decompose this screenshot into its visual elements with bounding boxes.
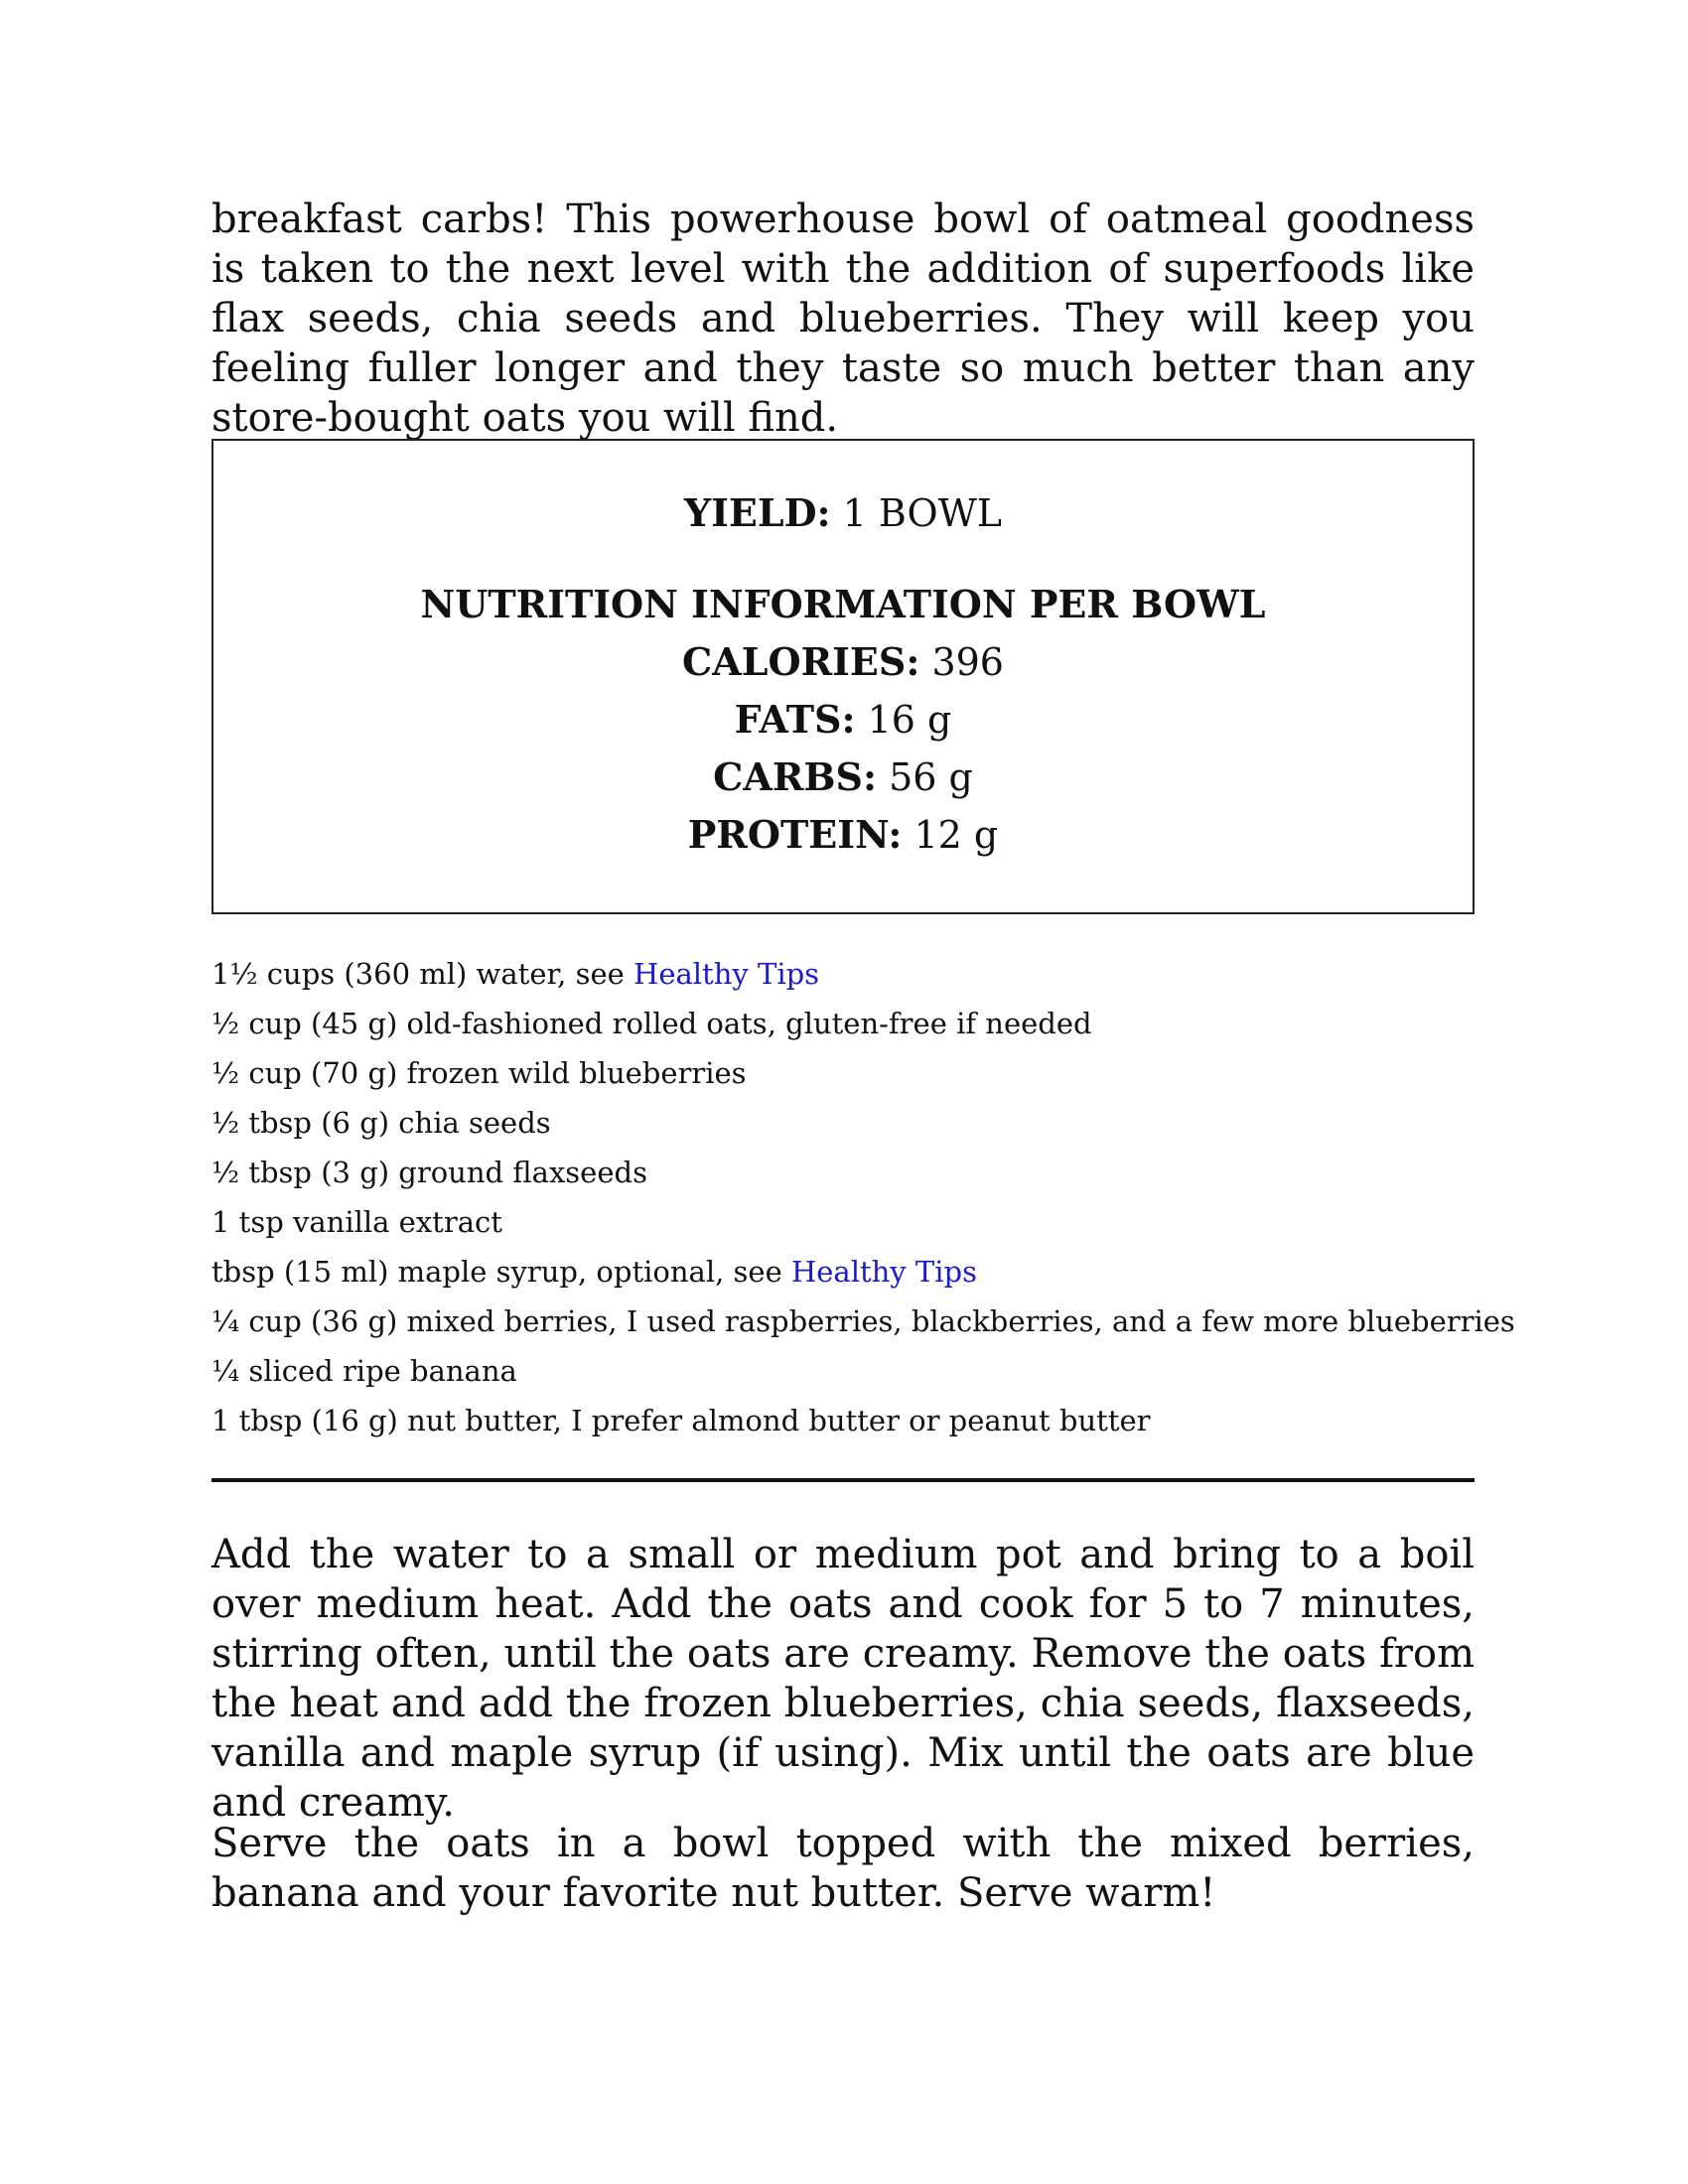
fats-label: FATS:	[734, 697, 856, 742]
intro-paragraph: breakfast carbs! This powerhouse bowl of oatmeal goodness is taken to the next level with the addition of superfoods like flax seeds, chia seeds and blueberries. They will keep you feeling fuller longer and they taste so much better than any store-bought oats you will find.	[211, 197, 1475, 441]
calories-line	[213, 637, 1473, 687]
fats-value: 16 g	[867, 698, 952, 742]
ingredient-item	[211, 1197, 1475, 1247]
ingredient-text: ¼ sliced ripe banana	[211, 1354, 517, 1388]
ingredient-list	[211, 949, 1515, 1445]
section-divider	[211, 1478, 1475, 1482]
protein-line	[213, 810, 1473, 860]
ingredient-item	[211, 1396, 1475, 1445]
ingredient-item	[211, 1098, 1475, 1148]
protein-label: PROTEIN:	[687, 812, 903, 857]
ingredient-text: ½ cup (45 g) old-fashioned rolled oats, gluten-free if needed	[211, 1007, 1092, 1040]
ingredient-item	[211, 999, 1475, 1048]
calories-label: CALORIES:	[682, 639, 920, 684]
ingredient-text: tbsp (15 ml) maple syrup, optional, see	[211, 1255, 791, 1289]
direction-paragraph: Serve the oats in a bowl topped with the mixed berries, banana and your favorite nut butter. Serve warm!	[211, 1821, 1475, 1916]
carbs-label: CARBS:	[713, 754, 878, 799]
fats-line	[213, 695, 1473, 745]
ingredient-item	[211, 1297, 1515, 1346]
direction-paragraph: Add the water to a small or medium pot and bring to a boil over medium heat. Add the oats and cook for 5 to 7 minutes, stirring often, until the oats are creamy. Remove the oats from the heat and add the frozen blueberries, chia seeds, flaxseeds, vanilla and maple syrup (if using). Mix until the oats are blue and creamy.	[211, 1532, 1475, 1826]
ingredient-text: 1½ cups (360 ml) water, see	[211, 957, 634, 991]
carbs-value: 56 g	[889, 755, 973, 799]
calories-value: 396	[931, 640, 1004, 684]
ingredient-item	[211, 1048, 1475, 1098]
ingredient-item	[211, 1346, 1475, 1396]
protein-value: 12 g	[914, 813, 999, 857]
nutrition-box	[211, 439, 1475, 914]
healthy-tips-link[interactable]: Healthy Tips	[790, 1255, 977, 1289]
ingredient-text: ¼ cup (36 g) mixed berries, I used raspberries, blackberries, and a few more blueberries	[211, 1304, 1515, 1338]
carbs-line	[213, 752, 1473, 802]
healthy-tips-link[interactable]: Healthy Tips	[633, 957, 820, 991]
ingredient-item	[211, 1247, 1475, 1297]
yield-value: 1 BOWL	[842, 491, 1002, 535]
yield-label: YIELD:	[683, 490, 831, 535]
ingredient-item	[211, 1148, 1475, 1197]
ingredient-text: ½ tbsp (6 g) chia seeds	[211, 1106, 551, 1140]
ingredient-text: 1 tsp vanilla extract	[211, 1205, 502, 1239]
yield-line	[213, 488, 1473, 538]
ingredient-item	[211, 949, 1475, 999]
nutrition-heading: NUTRITION INFORMATION PER BOWL	[420, 582, 1266, 626]
ingredient-text: ½ cup (70 g) frozen wild blueberries	[211, 1056, 747, 1090]
ingredient-text: ½ tbsp (3 g) ground flaxseeds	[211, 1156, 647, 1189]
ingredient-text: 1 tbsp (16 g) nut butter, I prefer almond butter or peanut butter	[211, 1404, 1151, 1437]
